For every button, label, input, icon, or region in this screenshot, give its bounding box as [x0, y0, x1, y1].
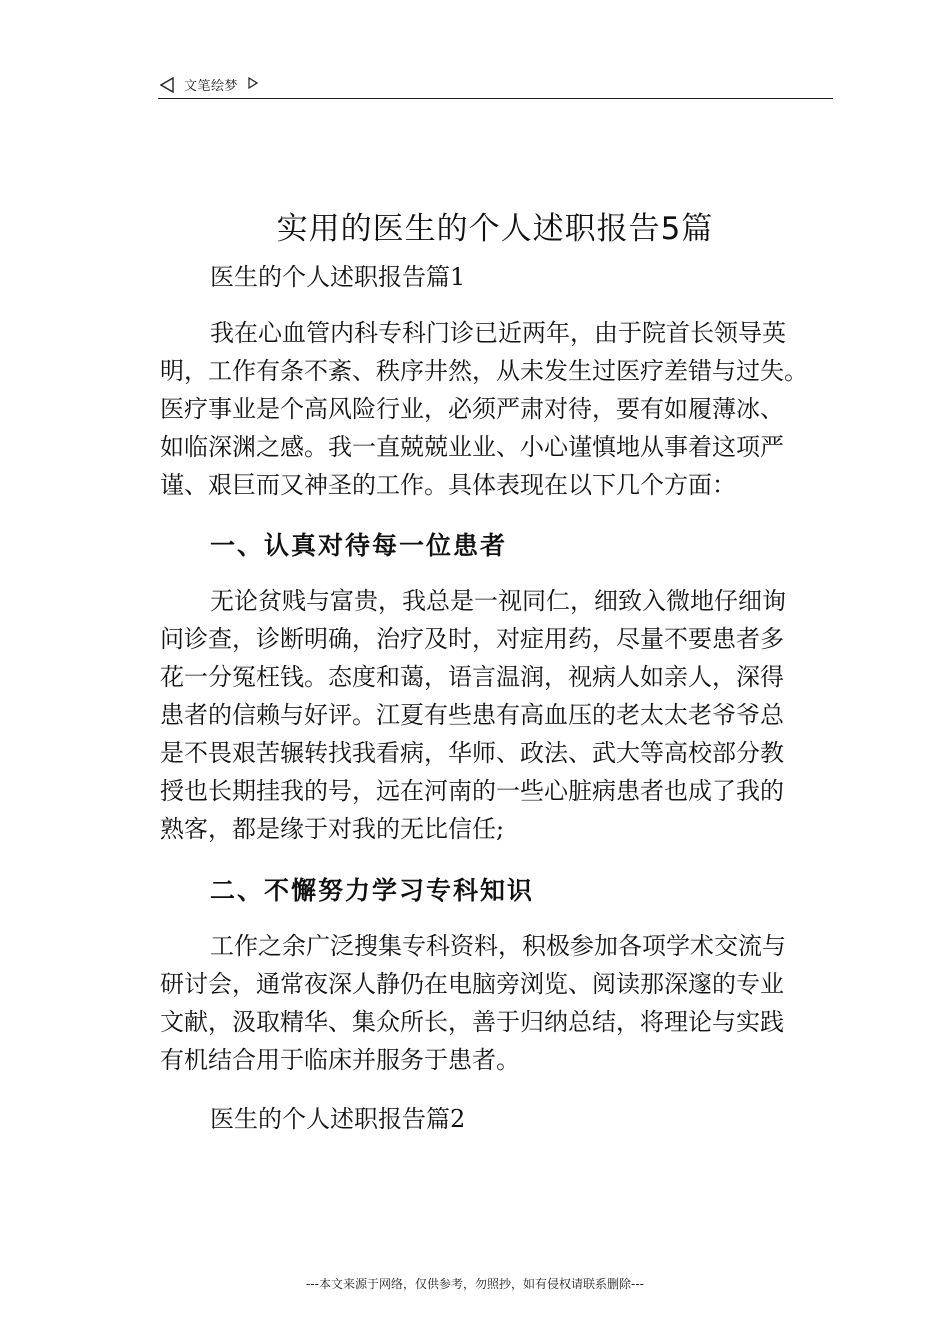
header-brand: 文笔绘梦	[184, 79, 239, 94]
document-title: 实用的医生的个人述职报告5篇	[276, 211, 714, 247]
paragraph-line: 我在心血管内科专科门诊已近两年，由于院首长领导英	[210, 319, 786, 347]
part-label: 医生的个人述职报告篇2	[210, 1105, 466, 1133]
paragraph-line: 谨、艰巨而又神圣的工作。具体表现在以下几个方面：	[160, 471, 736, 499]
triangle-left-icon	[160, 77, 174, 93]
part-label: 医生的个人述职报告篇1	[210, 263, 466, 291]
triangle-right-icon	[248, 77, 258, 89]
paragraph-line: 无论贫贱与富贵，我总是一视同仁，细致入微地仔细询	[210, 587, 786, 615]
paragraph-line: 有机结合用于临床并服务于患者。	[160, 1046, 520, 1074]
paragraph-line: 工作之余广泛搜集专科资料，积极参加各项学术交流与	[210, 932, 786, 960]
paragraph-line: 花一分冤枉钱。态度和蔼，语言温润，视病人如亲人，深得	[160, 663, 784, 691]
paragraph-line: 熟客，都是缘于对我的无比信任;	[160, 815, 505, 843]
paragraph-line: 医疗事业是个高风险行业，必须严肃对待，要有如履薄冰、	[160, 395, 784, 423]
section-heading: 一、认真对待每一位患者	[210, 531, 508, 560]
paragraph-line: 问诊查，诊断明确，治疗及时，对症用药，尽量不要患者多	[160, 625, 784, 653]
paragraph-line: 研讨会，通常夜深人静仍在电脑旁浏览、阅读那深邃的专业	[160, 970, 784, 998]
paragraph-line: 文献，汲取精华、集众所长，善于归纳总结，将理论与实践	[160, 1008, 784, 1036]
paragraph-line: 明，工作有条不紊、秩序井然，从未发生过医疗差错与过失。	[160, 357, 808, 385]
paragraph-line: 患者的信赖与好评。江夏有些患有高血压的老太太老爷爷总	[160, 701, 784, 729]
page-header	[158, 72, 833, 99]
paragraph-line: 授也长期挂我的号，远在河南的一些心脏病患者也成了我的	[160, 777, 784, 805]
paragraph-line: 如临深渊之感。我一直兢兢业业、小心谨慎地从事着这项严	[160, 433, 784, 461]
section-heading: 二、不懈努力学习专科知识	[210, 876, 535, 905]
page-footer: ---本文来源于网络，仅供参考，勿照抄，如有侵权请联系删除---	[306, 1277, 644, 1291]
paragraph-line: 是不畏艰苦辗转找我看病，华师、政法、武大等高校部分教	[160, 739, 784, 767]
